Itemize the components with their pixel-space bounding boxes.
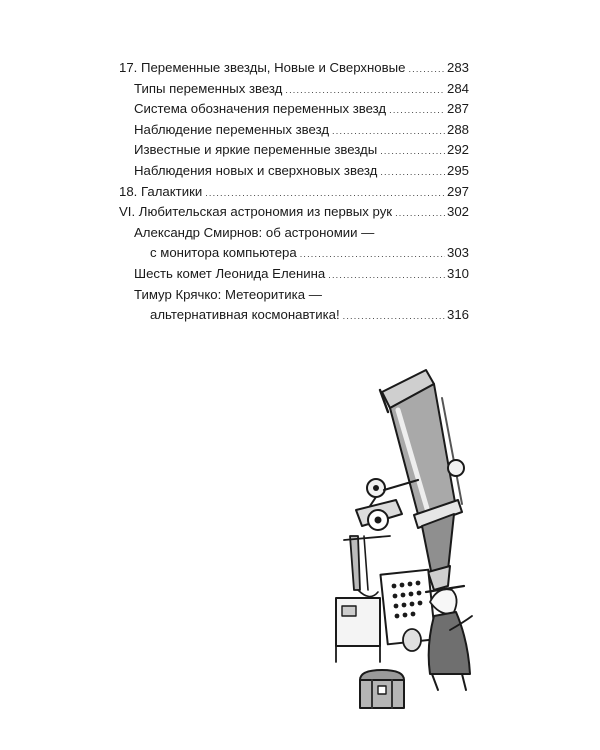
astronomer-figure xyxy=(426,586,472,690)
toc-entry-page: 283 xyxy=(446,60,469,75)
toc-entry-title: 18. Галактики xyxy=(119,183,203,199)
toc-entry-page: 287 xyxy=(446,101,469,117)
toc-entry-title: Типы переменных звезд xyxy=(134,80,283,96)
toc-entry-page: 302 xyxy=(446,204,469,220)
toc-entry-title: Шесть комет Леонида Еленина xyxy=(134,265,326,281)
toc-leader-dots xyxy=(380,162,445,183)
toc-entry[interactable] xyxy=(119,264,469,285)
toc-entry-title: с монитора компьютера xyxy=(150,245,297,261)
toc-leader-dots xyxy=(408,59,445,80)
toc-entry-title: Известные и яркие переменные звезды xyxy=(134,142,378,158)
toc-entry-title: Наблюдения новых и сверхновых звезд xyxy=(134,162,378,178)
toc-leader-dots xyxy=(285,80,445,101)
toc-leader-dots xyxy=(332,121,445,142)
toc-entry-page: 284 xyxy=(446,80,469,96)
toc-entry-title: Тимур Крячко: Метеоритика — xyxy=(134,286,322,302)
toc-entry-page: 295 xyxy=(446,162,469,178)
toc-entry[interactable] xyxy=(119,202,469,223)
toc-leader-dots xyxy=(300,244,445,265)
telescope-astronomer-illustration xyxy=(300,340,500,720)
toc-entry-page: 292 xyxy=(446,142,469,158)
toc-entry[interactable] xyxy=(119,58,469,79)
toc-entry-title: VI. Любительская астрономия из первых рук xyxy=(119,204,393,220)
toc-entry[interactable] xyxy=(119,79,469,100)
toc-entry-page: 303 xyxy=(446,245,469,261)
chest-icon xyxy=(360,670,404,708)
toc-entry[interactable] xyxy=(119,223,469,244)
toc-leader-dots xyxy=(395,203,445,224)
toc-entry-page: 288 xyxy=(446,121,469,137)
table-of-contents xyxy=(119,58,469,326)
toc-entry-page: 297 xyxy=(446,183,469,199)
toc-entry[interactable] xyxy=(119,161,469,182)
toc-entry[interactable] xyxy=(119,285,469,306)
toc-entry-title: Система обозначения переменных звезд xyxy=(134,101,387,117)
telescope-icon xyxy=(367,370,464,590)
toc-entry[interactable] xyxy=(119,120,469,141)
toc-entry-title: 17. Переменные звезды, Новые и Сверхновые xyxy=(119,60,406,75)
toc-entry-title: Александр Смирнов: об астрономии — xyxy=(134,224,375,240)
toc-leader-dots xyxy=(343,306,445,327)
toc-entry[interactable] xyxy=(119,243,469,264)
toc-entry-page: 310 xyxy=(446,265,469,281)
toc-entry[interactable] xyxy=(119,140,469,161)
toc-leader-dots xyxy=(380,141,445,162)
toc-entry-title: Наблюдение переменных звезд xyxy=(134,121,330,137)
toc-leader-dots xyxy=(205,183,445,204)
toc-entry[interactable] xyxy=(119,99,469,120)
toc-entry-page: 316 xyxy=(446,307,469,323)
toc-entry[interactable] xyxy=(119,182,469,203)
toc-entry-title: альтернативная космонавтика! xyxy=(150,307,340,323)
toc-leader-dots xyxy=(328,265,445,286)
toc-leader-dots xyxy=(389,100,445,121)
toc-entry[interactable] xyxy=(119,305,469,326)
equipment-cabinet xyxy=(336,570,436,662)
